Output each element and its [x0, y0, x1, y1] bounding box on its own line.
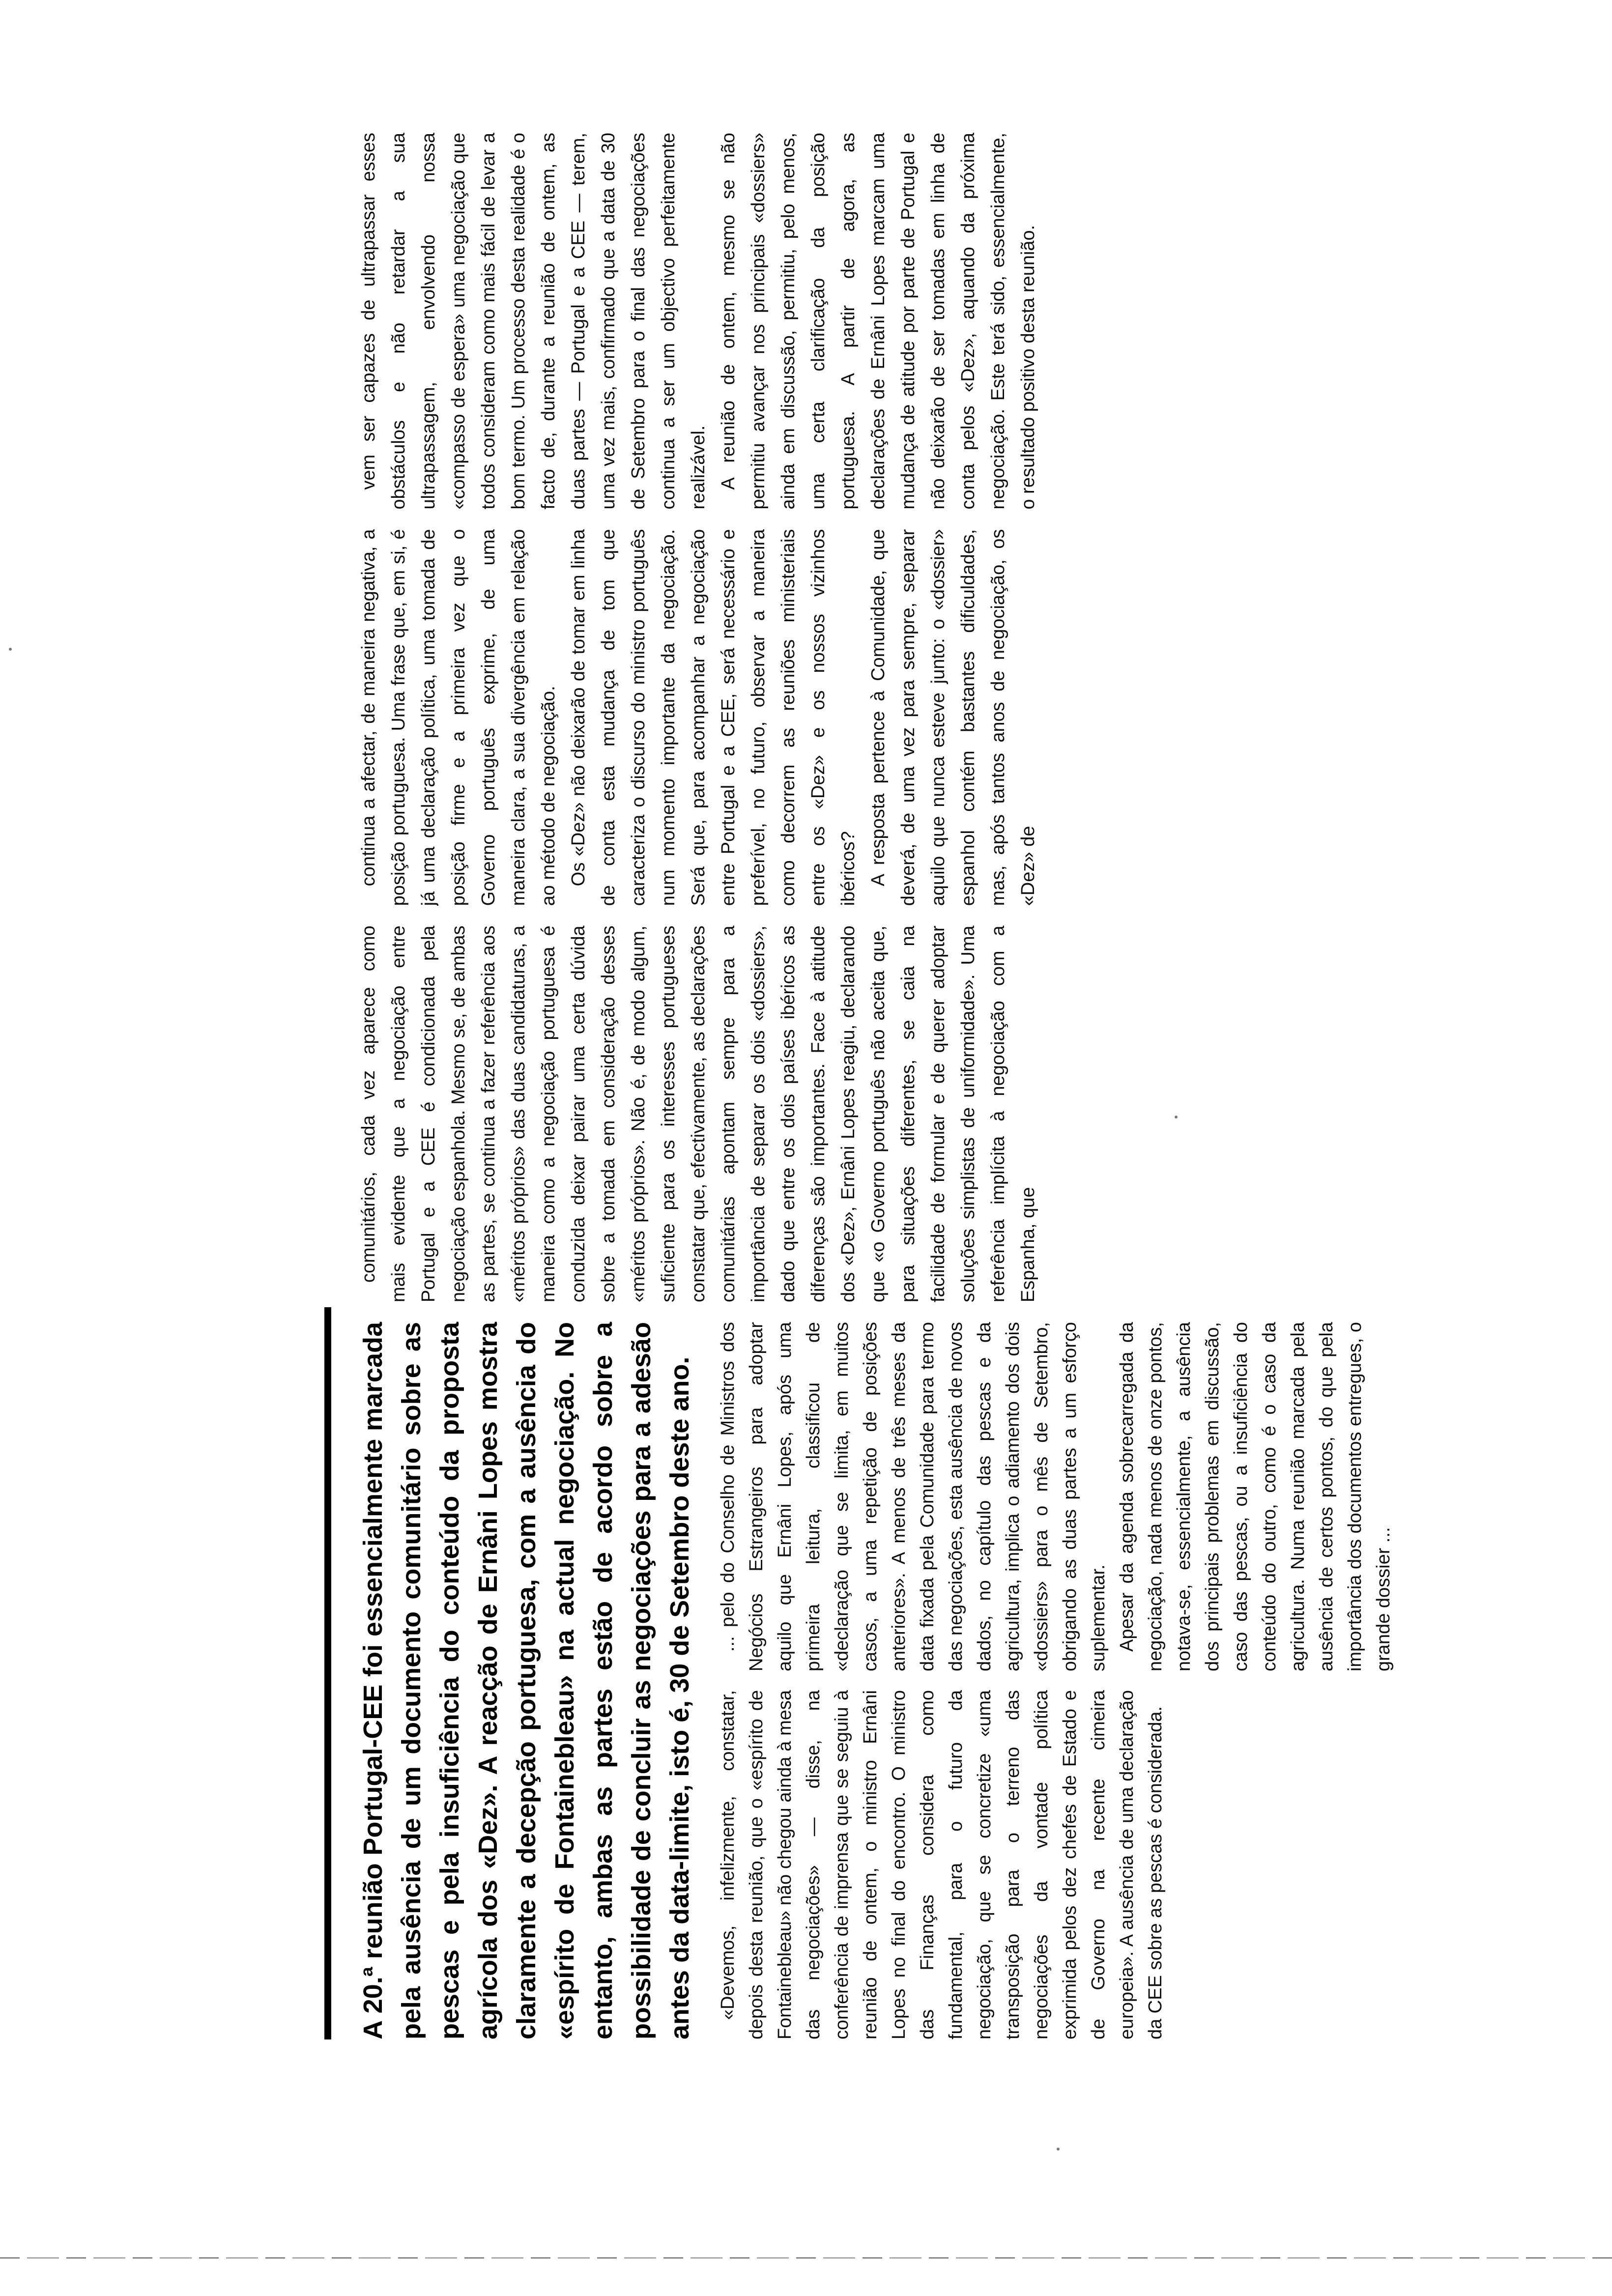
scan-speck [1057, 2148, 1060, 2151]
paragraph: Os «Dez» não deixarão de tomar em linha de conta esta mudança de tom que caracteriza o discurso do ministro português num momento importante da negociação. Será que, para acompanhar a negociação entre Portugal e a CEE, será necessário e preferível, no futuro, observar a maneira como decorrem as reuniões ministeriais entre os «Dez» e os nossos vizinhos ibéricos? [568, 529, 859, 906]
lead-paragraph: A 20.ª reunião Portugal-CEE foi essencialmente marcada pela ausência de um documento comunitário sobre as pescas e pela insuficiência do conteúdo da proposta agrícola dos «Dez». A reacção de Ernâni Lopes mostra claramente a decepção portuguesa, com a ausência do «espírito de Fontainebleau» na actual negociação. No entanto, ambas as partes estão de acordo sobre a possibilidade de concluir as negociações para a adesão antes da data-limite, isto é, 30 de Setembro deste ano. [358, 1322, 694, 2039]
paragraph: ... pelo do Conselho de Ministros dos Negócios Estrangeiros para adoptar aquilo que Ernâni Lopes, após uma primeira leitura, classificou de «declaração que se limita, em muitos casos, a uma repetição de posições anteriores». A menos de três meses da data fixada pela Comunidade para termo das negociações, esta ausência de novos dados, no capítulo das pescas e da agricultura, implica o adiamento dos dois «dossiers» para o mês de Setembro, obrigando as duas partes a um esforço suplementar. [718, 1322, 1109, 1671]
paragraph: comunitários, cada vez aparece como mais evidente que a negociação entre Portugal e a CEE é condicionada pela negociação espanhola. Mesmo se, de ambas as partes, se continua a fazer referência aos «méritos próprios» das duas candidaturas, a maneira como a negociação portuguesa é conduzida deixar pairar uma certa dúvida sobre a tomada em consideração desses «méritos próprios». Não é, de modo algum, suficiente para os interesses portugueses constatar que, efectivamente, as declarações comunitárias apontam sempre para a importância de separar os dois «dossiers», dado que entre os dois países ibéricos as diferenças são importantes. Face à atitude dos «Dez», Ernâni Lopes reagiu, declarando que «o Governo português não aceita que, para situações diferentes, se caia na facilidade de formular e de querer adoptar soluções simplistas de uniformidade». Uma referência implícita à negociação com a Espanha, que [358, 925, 1038, 1302]
newspaper-clipping [324, 132, 1394, 2039]
paragraph: A resposta pertence à Comunidade, que deverá, de uma vez para sempre, separar aquilo que nunca esteve junto: o «dossier» espanhol contém bastantes dificuldades, mas, após tantos anos de negociação, os «Dez» de [868, 529, 1038, 906]
scan-edge-line [0, 2257, 1612, 2259]
body-column-2 [354, 529, 1189, 906]
paragraph: Apesar da agenda sobrecarregada da negociação, nada menos de onze pontos, notava-se, essencialmente, a ausência dos principais problemas em discussão, caso das pescas, ou a insuficiência do conteúdo do outro, como é o caso da agricultura. Numa reunião marcada pela ausência de certos pontos, do que pela importância dos documentos entregues, o grande dossier ... [1117, 1322, 1394, 1671]
scan-speck [9, 648, 12, 651]
paragraph: A reunião de ontem, mesmo se não permitiu avançar nos principais «dossiers» ainda em discussão, permitiu, pelo menos, uma certa clarificação da posição portuguesa. A partir de agora, as declarações de Ernâni Lopes marcam uma mudança de atitude por parte de Portugal e não deixarão de ser tomadas em linha de conta pelos «Dez», aquando da próxima negociação. Este terá sido, essencialmente, o resultado positivo desta reunião. [718, 132, 1038, 510]
lead-section [324, 1307, 1394, 2039]
lead-columns [714, 1322, 1398, 2039]
body-column-3 [354, 133, 1189, 510]
lead-column-1 [714, 1690, 1398, 2039]
paragraph: continua a afectar, de maneira negativa, a posição portuguesa. Uma frase que, em si, é já uma declaração política, uma tomada de posição firme e a primeira vez que o Governo português exprime, de uma maneira clara, a sua divergência em relação ao método de negociação. [358, 529, 559, 906]
lead-column-2 [714, 1322, 1398, 1671]
paragraph: «Devemos, infelizmente, constatar, depois desta reunião, que o «espírito de Fontainebleau» não chegou ainda à mesa das negociações» — disse, na conferência de imprensa que se seguiu à reunião de ontem, o ministro Ernâni Lopes no final do encontro. O ministro das Finanças considera como fundamental, para o futuro da negociação, que se concretize «uma transposição para o terreno das negociações da vontade política exprimida pelos dez chefes de Estado e de Governo na recente cimeira europeia». A ausência de uma declaração da CEE sobre as pescas é considerada. [718, 1690, 1166, 2039]
paragraph: vem ser capazes de ultrapassar esses obstáculos e não retardar a sua ultrapassagem, envolvendo nossa «compasso de espera» uma negociação que todos consideram como mais fácil de levar a bom termo. Um processo desta realidade é o facto de, durante a reunião de ontem, as duas partes — Portugal e a CEE — terem, uma vez mais, confirmado que a data de 30 de Setembro para o final das negociações continua a ser um objectivo perfeitamente realizável. [358, 132, 709, 510]
scan-speck [1175, 1116, 1178, 1119]
body-column-1 [354, 925, 1189, 1302]
body-columns [324, 133, 1189, 1307]
